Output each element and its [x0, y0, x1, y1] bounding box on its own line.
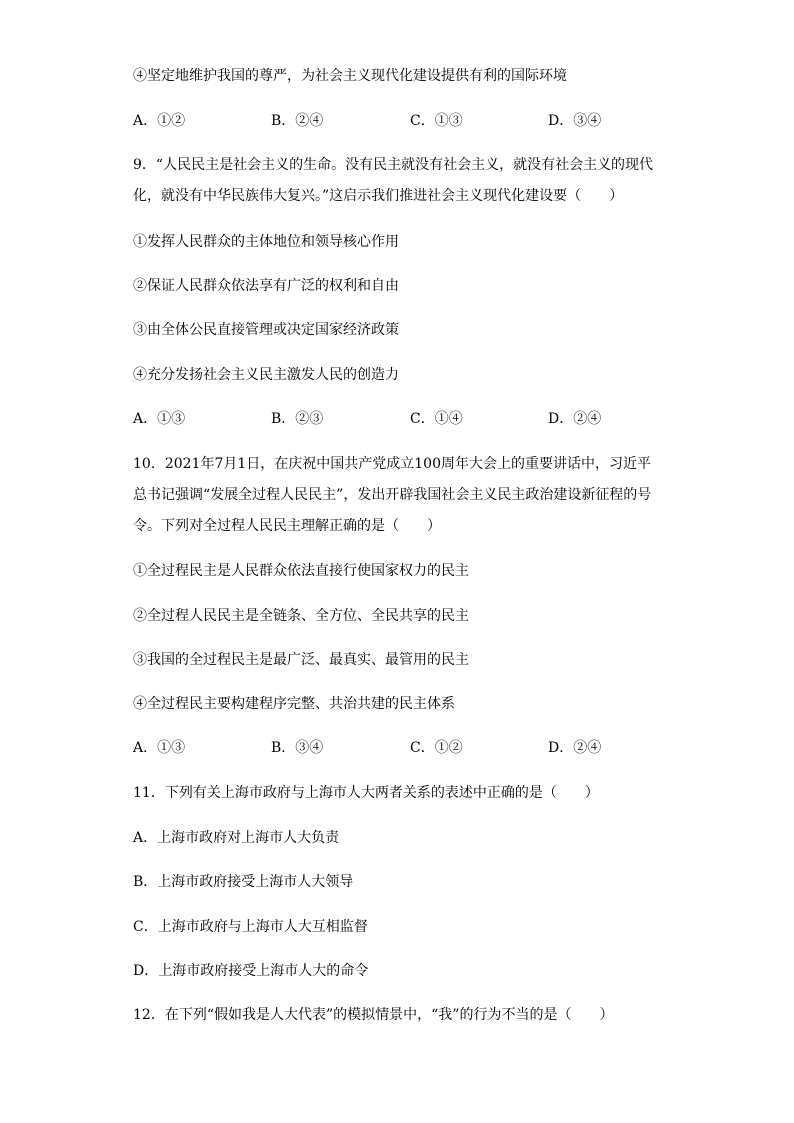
- q9-item-3: ③由全体公民直接管理或决定国家经济政策: [133, 322, 399, 338]
- q10-options: [133, 738, 693, 758]
- q10-stem-line-3: 令。下列对全过程人民民主理解正确的是（ ）: [133, 518, 441, 534]
- q9-stem-line-2: 化，就没有中华民族伟大复兴。”这启示我们推进社会主义现代化建设要（ ）: [133, 188, 624, 204]
- q10-option-d[interactable]: D．②④: [548, 740, 602, 756]
- q9-stem-line-1: 9．“人民民主是社会主义的生命。没有民主就没有社会主义，就没有社会主义的现代: [133, 157, 654, 173]
- q9-option-d[interactable]: D．②④: [548, 411, 602, 427]
- q12-stem: 12．在下列“假如我是人大代表”的模拟情景中，“我”的行为不当的是（ ）: [133, 1007, 614, 1023]
- q9-option-b[interactable]: B．②③: [271, 411, 324, 427]
- q10-option-c[interactable]: C．①②: [410, 740, 463, 756]
- q8-option-d[interactable]: D．③④: [548, 113, 602, 129]
- q8-item-4: ④坚定地维护我国的尊严，为社会主义现代化建设提供有利的国际环境: [133, 68, 567, 84]
- q11-choice-d[interactable]: D．上海市政府接受上海市人大的命令: [133, 963, 369, 979]
- q10-item-3: ③我国的全过程民主是最广泛、最真实、最管用的民主: [133, 652, 469, 668]
- q10-option-a[interactable]: A．①③: [133, 740, 186, 756]
- q9-options: [133, 409, 693, 429]
- q10-item-2: ②全过程人民民主是全链条、全方位、全民共享的民主: [133, 608, 469, 624]
- q8-options: [133, 111, 693, 131]
- q10-stem-line-1: 10．2021年7月1日，在庆祝中国共产党成立100周年大会上的重要讲话中，习近平: [133, 456, 651, 472]
- q8-option-b[interactable]: B．②④: [271, 113, 324, 129]
- q9-option-c[interactable]: C．①④: [410, 411, 463, 427]
- q11-choice-c[interactable]: C．上海市政府与上海市人大互相监督: [133, 919, 368, 935]
- q9-item-4: ④充分发扬社会主义民主激发人民的创造力: [133, 367, 399, 383]
- q9-option-a[interactable]: A．①③: [133, 411, 186, 427]
- q9-item-2: ②保证人民群众依法享有广泛的权利和自由: [133, 278, 399, 294]
- q11-choice-b[interactable]: B．上海市政府接受上海市人大领导: [133, 874, 354, 890]
- q10-item-1: ①全过程民主是人民群众依法直接行使国家权力的民主: [133, 563, 469, 579]
- q10-item-4: ④全过程民主要构建程序完整、共治共建的民主体系: [133, 696, 455, 712]
- q8-option-c[interactable]: C．①③: [410, 113, 463, 129]
- q11-choice-a[interactable]: A．上海市政府对上海市人大负责: [133, 830, 340, 846]
- q10-option-b[interactable]: B．③④: [271, 740, 324, 756]
- q11-stem: 11．下列有关上海市政府与上海市人大两者关系的表述中正确的是（ ）: [133, 785, 599, 801]
- q9-item-1: ①发挥人民群众的主体地位和领导核心作用: [133, 234, 399, 250]
- q10-stem-line-2: 总书记强调“发展全过程人民民主”，发出开辟我国社会主义民主政治建设新征程的号: [133, 487, 652, 503]
- q8-option-a[interactable]: A．①②: [133, 113, 186, 129]
